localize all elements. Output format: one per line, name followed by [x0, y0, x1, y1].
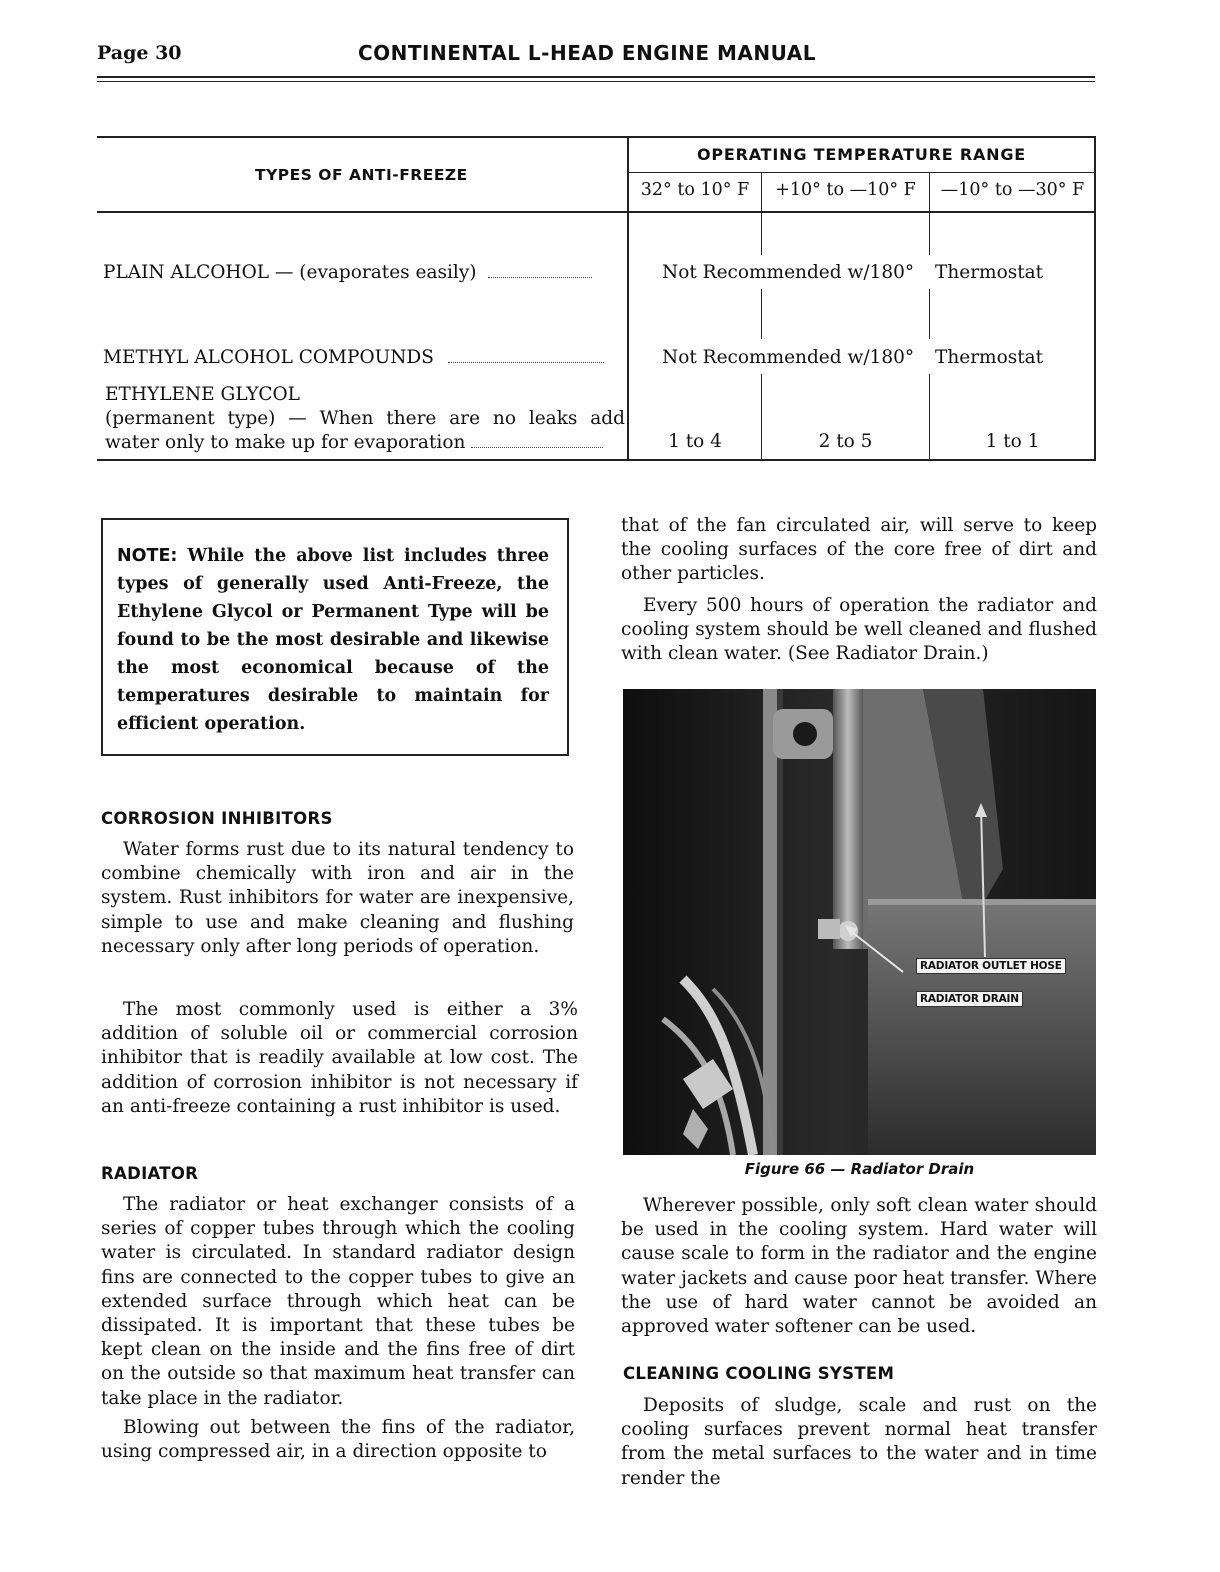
soft-water-paragraph: Wherever possible, only soft clean water should be used in the cooling system. Hard water will cause scale to form in the radiator and the engine water jackets and cause poor heat transfer. Where the use of hard water cannot be avoided an approved water softener can be used.	[621, 1195, 1097, 1338]
figure-caption: Figure 66 — Radiator Drain	[744, 1160, 975, 1178]
cleaning-paragraph: Deposits of sludge, scale and rust on the cooling surfaces prevent normal heat transfer from the metal surfaces to the water and in time render the	[621, 1395, 1097, 1489]
photo-illustration	[623, 689, 1096, 1155]
row-plain-alcohol-label: PLAIN ALCOHOL — (evaporates easily)	[103, 262, 592, 283]
table-top-rule	[97, 136, 1095, 138]
header-rule-top	[97, 76, 1095, 78]
radiator-paragraph-1: The radiator or heat exchanger consists of a series of copper tubes through which the cooling water is circulated. In standard radiator design fins are connected to the copper tubes to give an extended surface through which heat can be dissipated. It is important that these tubes be kept clean on the inside and the fins free of dirt on the outside so that maximum heat transfer can take place in the radiator.	[101, 1194, 575, 1409]
table-bottom-rule	[97, 459, 1095, 461]
header-rule-bottom	[97, 81, 1095, 82]
row-ethylene-value-1: 1 to 4	[668, 431, 722, 452]
column-header-2: +10° to —10° F	[775, 180, 916, 200]
label-radiator-drain: RADIATOR DRAIN	[916, 991, 1023, 1007]
table-header-rule	[97, 211, 1095, 213]
note-text	[117, 542, 549, 738]
table-range-rule	[628, 172, 1095, 173]
row-ethylene-label-3: water only to make up for evaporation	[105, 432, 603, 453]
leader-dots	[448, 361, 604, 363]
cleaning-heading: CLEANING COOLING SYSTEM	[623, 1364, 895, 1383]
row-methyl-note-b: Thermostat	[935, 347, 1044, 368]
row-ethylene-value-3: 1 to 1	[985, 431, 1040, 452]
radiator-paragraph-2: Blowing out between the fins of the radiator, using compressed air, in a direction opposite to	[101, 1417, 575, 1463]
range-header: OPERATING TEMPERATURE RANGE	[696, 145, 1027, 164]
manual-title: CONTINENTAL L-HEAD ENGINE MANUAL	[358, 41, 816, 65]
cooling-paragraph-1: that of the fan circulated air, will serve to keep the cooling surfaces of the core free of dirt and other particles.	[621, 515, 1097, 585]
label-radiator-outlet-hose: RADIATOR OUTLET HOSE	[916, 958, 1066, 974]
row-methyl-label: METHYL ALCOHOL COMPOUNDS	[103, 347, 604, 368]
note-label: NOTE:	[117, 546, 178, 566]
row-ethylene-label-2: (permanent type) — When there are no leaks add	[105, 408, 625, 429]
leader-dots	[471, 446, 603, 448]
table-vline-2c	[761, 289, 762, 339]
note-body: While the above list includes three types of generally used Anti-Freeze, the Ethylene Glycol or Permanent Type will be found to be the most desirable and likewise the most economical because of the temperatures desirable to maintain for efficient operation.	[117, 546, 549, 734]
column-header-3: —10° to —30° F	[940, 180, 1085, 200]
page-number: Page 30	[97, 42, 182, 64]
types-header: TYPES OF ANTI-FREEZE	[255, 166, 468, 184]
row-plain-alcohol-note-a: Not Recommended w/180°	[662, 262, 915, 283]
row-plain-alcohol-note-b: Thermostat	[935, 262, 1044, 283]
corrosion-paragraph-1: Water forms rust due to its natural tendency to combine chemically with iron and air in the system. Rust inhibitors for water are inexpensive, simple to use and make cleaning and flushing necessary only after long periods of operation.	[101, 839, 574, 957]
leader-dots	[488, 276, 592, 278]
radiator-heading: RADIATOR	[101, 1164, 199, 1183]
row-methyl-note-a: Not Recommended w/180°	[662, 347, 915, 368]
cooling-paragraph-2: Every 500 hours of operation the radiator and cooling system should be well cleaned and flushed with clean water. (See Radiator Drain.)	[621, 595, 1097, 665]
column-header-1: 32° to 10° F	[640, 180, 750, 200]
table-vline-2b	[761, 213, 762, 255]
row-ethylene-value-2: 2 to 5	[818, 431, 873, 452]
table-vline-3c	[929, 289, 930, 339]
corrosion-heading: CORROSION INHIBITORS	[101, 809, 333, 828]
table-vline-3b	[929, 213, 930, 255]
corrosion-paragraph-2: The most commonly used is either a 3% addition of soluble oil or commercial corrosion inhibitor that is readily available at low cost. The addition of corrosion inhibitor is not necessary if an anti-freeze containing a rust inhibitor is used.	[101, 999, 578, 1117]
radiator-drain-photo	[623, 689, 1096, 1155]
row-ethylene-label-1: ETHYLENE GLYCOL	[105, 384, 300, 405]
